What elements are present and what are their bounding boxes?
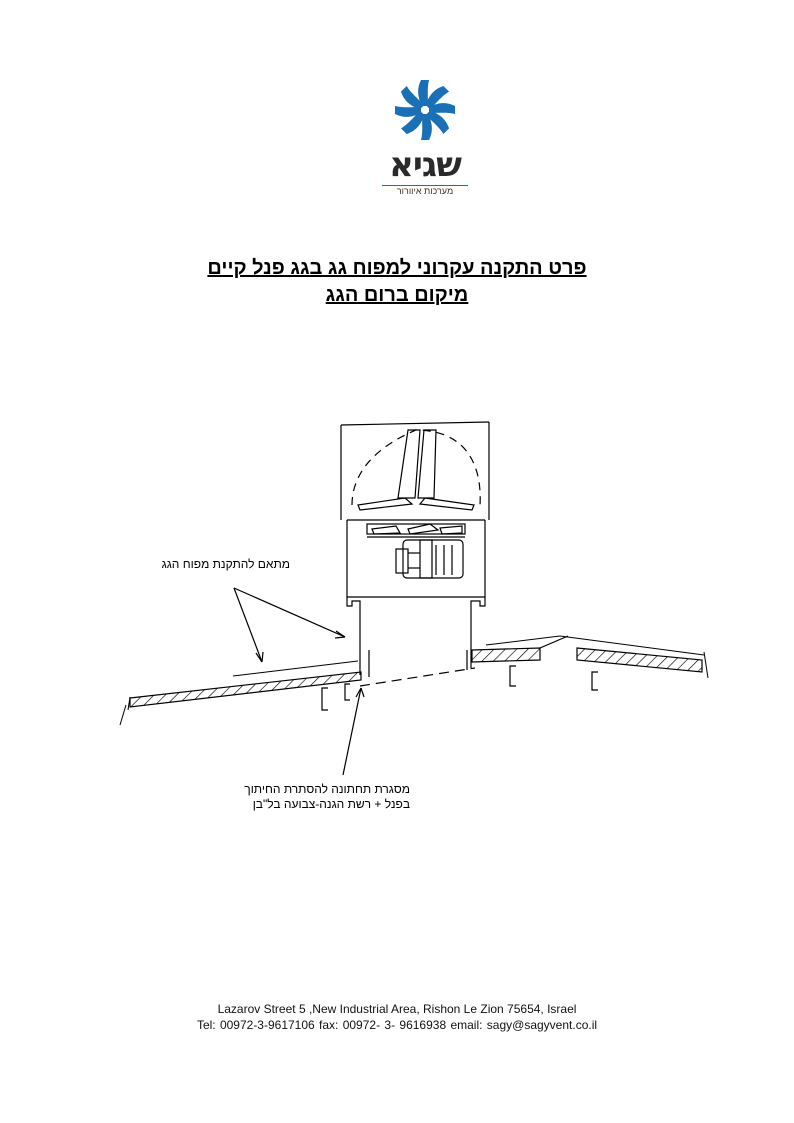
callout-adapter-label: מתאם להתקנת מפוח הגג bbox=[161, 557, 290, 571]
roof-curb-adapter bbox=[347, 597, 485, 677]
callout-frame-label bbox=[200, 782, 410, 812]
callout-frame-line1: מסגרת תחתונה להסתרת החיתוך bbox=[244, 782, 410, 796]
roof-panel-right bbox=[472, 636, 708, 690]
fan-housing bbox=[347, 520, 485, 597]
logo-wordmark: שגיא bbox=[389, 145, 461, 185]
logo-subtitle: מערכות איוורור bbox=[396, 186, 454, 196]
fan-hood bbox=[341, 422, 489, 520]
callout-frame-line2: בפנל + רשת הגנה-צבועה בל"בן bbox=[252, 797, 410, 811]
footer-contact: Tel: 00972-3-9617106 fax: 00972- 3- 9616938 email: sagy@sagyvent.co.il bbox=[196, 1018, 598, 1032]
cut-line bbox=[360, 668, 475, 686]
page-subtitle: מיקום ברום הגג bbox=[325, 284, 469, 306]
page-title: פרט התקנה עקרוני למפוח גג בגג פנל קיים bbox=[207, 257, 587, 279]
footer-address: Lazarov Street 5 ,New Industrial Area, Rishon Le Zion 75654, Israel bbox=[217, 1002, 577, 1016]
roof-panel-left bbox=[120, 661, 361, 725]
